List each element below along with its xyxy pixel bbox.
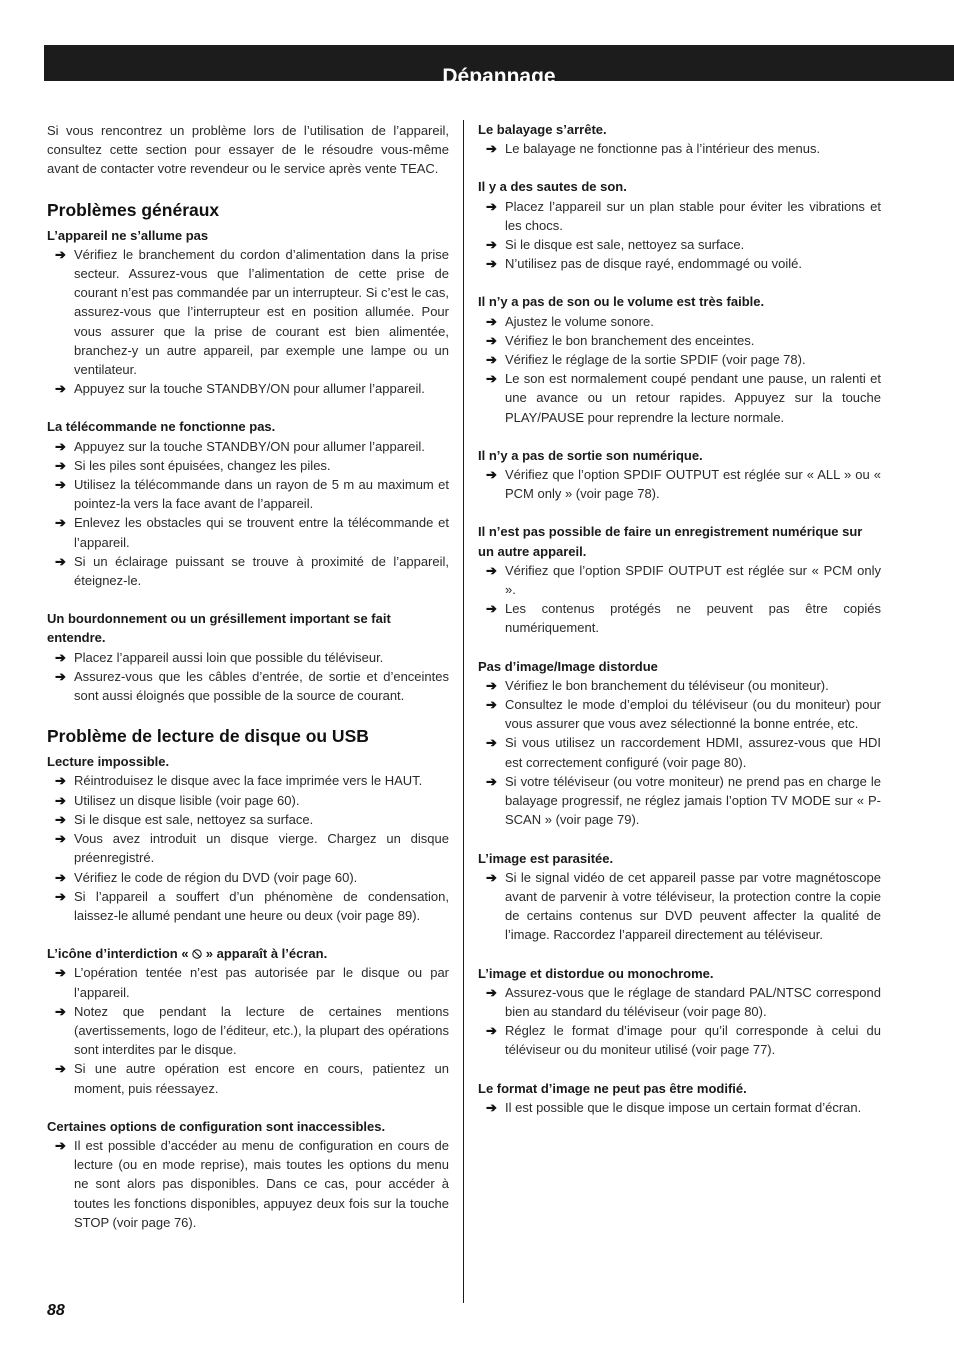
solution-text: Utilisez la télécommande dans un rayon de 5 m au maximum et pointez-la vers la face avant de l’appareil.: [74, 477, 449, 512]
arrow-icon: ➔: [55, 553, 66, 569]
arrow-icon: ➔: [486, 256, 497, 272]
solution-item: [478, 350, 881, 369]
problem-block: [478, 120, 881, 158]
solution-text: Si le disque est sale, nettoyez sa surface.: [74, 811, 314, 827]
problem-block: [478, 522, 881, 637]
solution-item: [47, 1059, 449, 1097]
section-title: Problème de lecture de disque ou USB: [47, 726, 369, 747]
solution-text: Vérifiez le bon branchement des enceintes.: [505, 332, 755, 348]
solution-text: Placez l’appareil aussi loin que possible du téléviseur.: [74, 649, 384, 665]
solution-item: [47, 887, 449, 925]
solution-text: Si un éclairage puissant se trouve à proximité de l’appareil, éteignez-le.: [74, 553, 449, 589]
arrow-icon: ➔: [55, 869, 66, 885]
arrow-icon: ➔: [486, 869, 497, 885]
solution-text: Réintroduisez le disque avec la face imprimée vers le HAUT.: [74, 773, 423, 789]
solution-text: Il est possible d’accéder au menu de configuration en cours de lecture (ou en mode reprise), mais toutes les options du menu ne sont alors pas disponibles. Dans ce cas, pour accéder à toutes les fonctions disponibles, appuyez deux fois sur la touche STOP (voir page 76).: [74, 1137, 449, 1230]
solution-text: Le son est normalement coupé pendant une pause, un ralenti et une avance ou un retour rapides. Appuyez sur la touche PLAY/PAUSE pour reprendre la lecture normale.: [505, 371, 881, 425]
solution-text: Si vous utilisez un raccordement HDMI, assurez-vous que HDI est correctement configuré (voir page 80).: [505, 735, 881, 770]
solution-text: Consultez le mode d’emploi du téléviseur (ou du moniteur) pour vous assurer que vous avez sélectionné la bonne entrée, etc.: [505, 697, 881, 732]
arrow-icon: ➔: [486, 773, 497, 789]
problem-title-part: » apparaît à l’écran.: [202, 946, 328, 962]
problem-block: [478, 446, 881, 504]
problem-title: Lecture impossible.: [47, 754, 170, 770]
solution-item: [47, 245, 449, 379]
solution-text: Placez l’appareil sur un plan stable pour éviter les vibrations et les chocs.: [505, 198, 881, 233]
solution-item: [478, 1021, 881, 1059]
arrow-icon: ➔: [55, 811, 66, 827]
arrow-icon: ➔: [55, 438, 66, 454]
solution-item: [478, 733, 881, 771]
solution-text: Notez que pendant la lecture de certaines mentions (avertissements, logo de l’éditeur, etc.), la plupart des opérations sont interdites par le disque.: [74, 1003, 449, 1058]
solution-text: Si votre téléviseur (ou votre moniteur) ne prend pas en charge le balayage progressif, ne réglez jamais l’option TV MODE sur « P-SCAN » (voir page 79).: [505, 773, 881, 828]
solution-item: [47, 868, 449, 887]
solution-text: Vérifiez que l’option SPDIF OUTPUT est réglée sur « ALL » ou « PCM only » (voir page 78).: [505, 467, 881, 502]
solution-item: [47, 829, 449, 867]
solution-item: [47, 1002, 449, 1060]
solution-item: [478, 983, 881, 1021]
intro-paragraph: Si vous rencontrez un problème lors de l’utilisation de l’appareil, consultez cette section pour essayer de le résoudre vous-même avant de contacter votre revendeur ou le service après vente TEAC.: [47, 123, 449, 177]
arrow-icon: ➔: [486, 332, 497, 348]
solution-text: Utilisez un disque lisible (voir page 60).: [74, 792, 300, 808]
arrow-icon: ➔: [55, 381, 66, 397]
solution-item: [47, 963, 449, 1001]
solution-item: [478, 868, 881, 945]
solution-text: Ajustez le volume sonore.: [505, 313, 654, 329]
problem-title: L’image est parasitée.: [478, 850, 614, 866]
arrow-icon: ➔: [55, 649, 66, 665]
solution-text: Vous avez introduit un disque vierge. Chargez un disque préenregistré.: [74, 831, 449, 866]
solution-item: [47, 648, 449, 667]
solution-item: [478, 331, 881, 350]
arrow-icon: ➔: [55, 515, 66, 531]
solution-item: [47, 791, 449, 810]
problem-title: Il n’est pas possible de faire un enregistrement numérique sur un autre appareil.: [478, 524, 863, 559]
solution-item: [47, 513, 449, 551]
arrow-icon: ➔: [55, 1061, 66, 1077]
problem-block: [478, 1079, 881, 1117]
solution-item: [478, 254, 881, 273]
solution-item: [47, 667, 449, 705]
prohibited-icon: [192, 949, 202, 959]
solution-text: Assurez-vous que le réglage de standard PAL/NTSC correspond bien au standard du téléviseur (voir page 80).: [505, 984, 881, 1019]
arrow-icon: ➔: [55, 831, 66, 847]
problem-title: Certaines options de configuration sont inaccessibles.: [47, 1118, 386, 1134]
solution-item: [478, 369, 881, 427]
arrow-icon: ➔: [55, 477, 66, 493]
arrow-icon: ➔: [55, 1137, 66, 1153]
solution-item: [47, 810, 449, 829]
arrow-icon: ➔: [486, 237, 497, 253]
problem-block: [478, 657, 881, 830]
problem-title-part: L’icône d’interdiction «: [47, 946, 193, 962]
solution-item: [478, 197, 881, 235]
solution-item: [478, 676, 881, 695]
arrow-icon: ➔: [486, 313, 497, 329]
arrow-icon: ➔: [486, 677, 497, 693]
solution-item: [478, 561, 881, 599]
solution-item: [478, 772, 881, 830]
solution-text: Enlevez les obstacles qui se trouvent entre la télécommande et l’appareil.: [74, 515, 449, 550]
arrow-icon: ➔: [486, 1023, 497, 1039]
header-bar: [44, 45, 954, 89]
arrow-icon: ➔: [486, 562, 497, 578]
solution-text: Vérifiez le réglage de la sortie SPDIF (voir page 78).: [505, 352, 806, 368]
problem-block: [47, 752, 449, 925]
problem-title: Le balayage s’arrête.: [478, 122, 607, 137]
problem-block: [478, 177, 881, 273]
solution-text: Si les piles sont épuisées, changez les piles.: [74, 457, 331, 473]
arrow-icon: ➔: [486, 1099, 497, 1115]
problem-title: L’image et distordue ou monochrome.: [478, 965, 714, 981]
arrow-icon: ➔: [486, 198, 497, 214]
solution-text: Vérifiez le bon branchement du téléviseur (ou moniteur).: [505, 677, 829, 693]
problem-title: Il n’y a pas de son ou le volume est très faible.: [478, 294, 765, 310]
solution-item: [478, 465, 881, 503]
solution-text: Si l’appareil a souffert d’un phénomène de condensation, laissez-le allumé pendant une heure ou deux (voir page 89).: [74, 888, 449, 923]
solution-item: [47, 1136, 449, 1232]
arrow-icon: ➔: [55, 457, 66, 473]
solution-item: [47, 771, 449, 790]
problem-block: [478, 849, 881, 945]
arrow-icon: ➔: [55, 792, 66, 808]
arrow-icon: ➔: [486, 984, 497, 1000]
problem-title: Il y a des sautes de son.: [478, 179, 627, 195]
arrow-icon: ➔: [55, 668, 66, 684]
problem-title: Pas d’image/Image distordue: [478, 658, 658, 674]
solution-text: Assurez-vous que les câbles d’entrée, de sortie et d’enceintes sont aussi éloignés que possible de la source de courant.: [74, 668, 449, 704]
solution-item: [47, 456, 449, 475]
solution-text: Il est possible que le disque impose un certain format d’écran.: [505, 1099, 862, 1115]
page-title: Dépannage: [442, 65, 556, 89]
solution-text: L’opération tentée n’est pas autorisée par le disque ou par l’appareil.: [74, 965, 449, 1000]
arrow-icon: ➔: [486, 697, 497, 713]
solution-text: Si le disque est sale, nettoyez sa surface.: [505, 237, 745, 253]
arrow-icon: ➔: [55, 773, 66, 789]
right-column: [478, 120, 881, 1117]
arrow-icon: ➔: [486, 352, 497, 368]
solution-item: [47, 552, 449, 590]
problem-block: [47, 226, 449, 399]
arrow-icon: ➔: [55, 965, 66, 981]
arrow-icon: ➔: [486, 371, 497, 387]
solution-text: Vérifiez le code de région du DVD (voir page 60).: [74, 869, 358, 885]
solution-text: Le balayage ne fonctionne pas à l’intérieur des menus.: [505, 141, 821, 157]
solution-item: [478, 599, 881, 637]
problem-block: [47, 1117, 449, 1232]
section-title: Problèmes généraux: [47, 199, 220, 220]
solution-item: [478, 312, 881, 331]
problem-block: [47, 417, 449, 590]
solution-text: Si une autre opération est encore en cours, patientez un moment, puis réessayez.: [74, 1061, 449, 1096]
solution-item: [478, 235, 881, 254]
arrow-icon: ➔: [486, 467, 497, 483]
solution-text: Réglez le format d’image pour qu’il corresponde à celui du téléviseur ou du moniteur utilisé (voir page 77).: [505, 1023, 881, 1058]
problem-title: [47, 944, 449, 963]
problem-block: [478, 292, 881, 426]
problem-block: [47, 944, 449, 1098]
arrow-icon: ➔: [55, 888, 66, 904]
problem-title: Il n’y a pas de sortie son numérique.: [478, 447, 703, 463]
arrow-icon: ➔: [55, 1003, 66, 1019]
solution-text: Appuyez sur la touche STANDBY/ON pour allumer l’appareil.: [74, 381, 425, 397]
solution-text: Vérifiez le branchement du cordon d’alimentation dans la prise secteur. Assurez-vous que l’alimentation de cette prise de courant n’est pas commandée par un interrupteur. Si c’est le cas, assurez-vous que l’interrupteur est en position allumée. Pour vous assurer que la prise de courant est bien alimentée, branchez-y un autre appareil, par exemple une lampe ou un ventilateur.: [74, 246, 449, 378]
solution-item: [47, 475, 449, 513]
problem-title: L’appareil ne s’allume pas: [47, 227, 209, 243]
arrow-icon: ➔: [486, 141, 497, 157]
solution-item: [478, 695, 881, 733]
problem-block: [478, 964, 881, 1060]
arrow-icon: ➔: [55, 246, 66, 262]
solution-text: N’utilisez pas de disque rayé, endommagé ou voilé.: [505, 256, 803, 272]
arrow-icon: ➔: [486, 735, 497, 751]
left-column: [47, 120, 449, 1232]
solution-item: [47, 437, 449, 456]
solution-item: [47, 379, 449, 398]
page-number: 88: [47, 1302, 65, 1319]
solution-text: Les contenus protégés ne peuvent pas être copiés numériquement.: [505, 601, 881, 636]
solution-text: Vérifiez que l’option SPDIF OUTPUT est réglée sur « PCM only ».: [505, 562, 881, 598]
problem-title: La télécommande ne fonctionne pas.: [47, 419, 276, 435]
problem-title: Un bourdonnement ou un grésillement important se fait entendre.: [47, 611, 391, 646]
solution-text: Si le signal vidéo de cet appareil passe par votre magnétoscope avant de parvenir à votre téléviseur, la protection contre la copie de certains contenus sur DVD peuvent affecter la qualité de l’image. Raccordez l’appareil directement au téléviseur.: [505, 869, 881, 943]
arrow-icon: ➔: [486, 601, 497, 617]
problem-block: [47, 609, 449, 705]
solution-item: [478, 1098, 881, 1117]
problem-title: Le format d’image ne peut pas être modifié.: [478, 1080, 747, 1096]
column-divider: [463, 120, 464, 1303]
solution-text: Appuyez sur la touche STANDBY/ON pour allumer l’appareil.: [74, 438, 425, 454]
solution-item: [478, 139, 881, 158]
